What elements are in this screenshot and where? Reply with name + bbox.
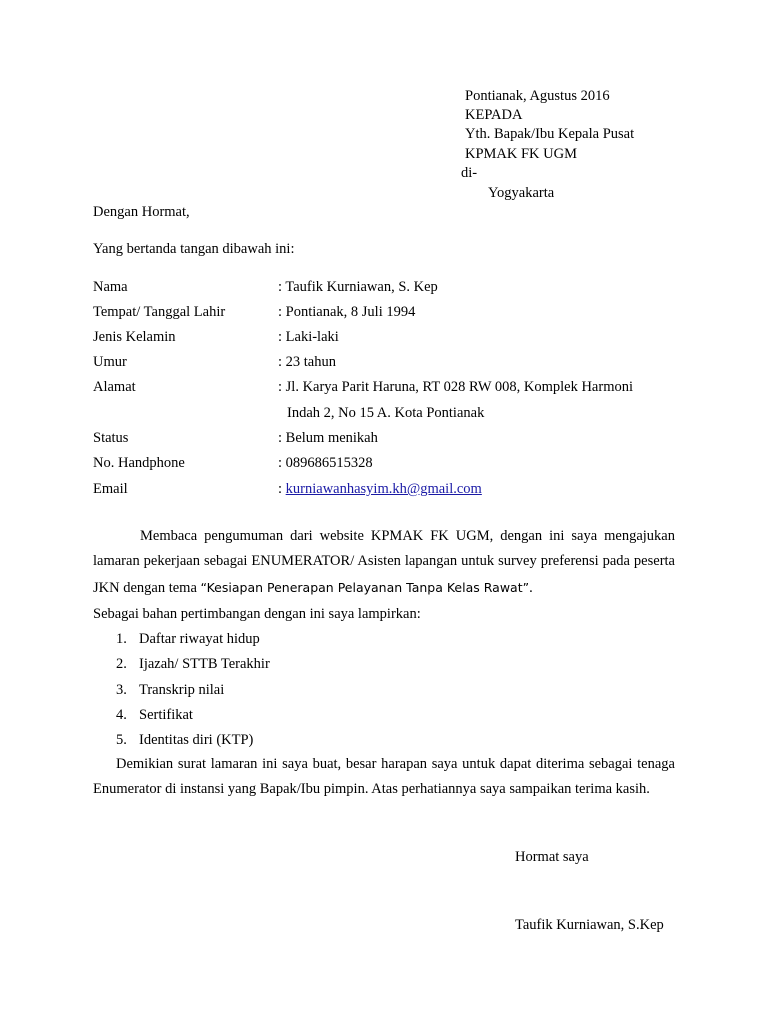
para1-end: . <box>529 579 533 596</box>
addressee-di: di- <box>461 165 478 181</box>
list-item: 2. Ijazah/ STTB Terakhir <box>116 656 270 672</box>
addressee-city: Yogyakarta <box>488 185 555 201</box>
identity-value-umur: : 23 tahun <box>278 354 336 370</box>
signature-name: Taufik Kurniawan, S.Kep <box>515 917 664 933</box>
identity-label-umur: Umur <box>93 354 127 370</box>
list-item: 1. Daftar riwayat hidup <box>116 631 260 647</box>
survey-theme: “Kesiapan Penerapan Pelayanan Tanpa Kelas Rawat” <box>200 579 530 595</box>
identity-value-alamat-line2: Indah 2, No 15 A. Kota Pontianak <box>287 405 485 421</box>
para1-text: Membaca pengumuman dari website KPMAK FK UGM, dengan ini saya mengajukan lamaran pekerjaan sebagai ENUMERATOR/ Asisten lapangan untuk survey preferensi pada peserta JKN dengan tema <box>93 528 675 596</box>
identity-value-phone: : 089686515328 <box>278 455 373 471</box>
body-paragraph-1 <box>93 524 675 601</box>
identity-label-gender: Jenis Kelamin <box>93 329 176 345</box>
list-item: 4. Sertifikat <box>116 707 193 723</box>
addressee-org: KPMAK FK UGM <box>465 146 577 162</box>
identity-label-status: Status <box>93 430 129 446</box>
identity-email-row <box>278 480 482 498</box>
addressee-kepada: KEPADA <box>465 107 523 123</box>
identity-value-status: : Belum menikah <box>278 430 378 446</box>
identity-label-ttl: Tempat/ Tanggal Lahir <box>93 304 226 320</box>
identity-label-email: Email <box>93 481 128 497</box>
greeting: Dengan Hormat, <box>93 204 190 220</box>
identity-label-alamat: Alamat <box>93 379 136 395</box>
addressee-yth: Yth. Bapak/Ibu Kepala Pusat <box>465 126 635 142</box>
closing-paragraph: Demikian surat lamaran ini saya buat, besar harapan saya untuk dapat diterima sebagai tenaga Enumerator di instansi yang Bapak/Ibu pimpin. Atas perhatiannya saya sampaikan terima kasih. <box>93 756 675 798</box>
email-link[interactable]: kurniawanhasyim.kh@gmail.com <box>285 481 482 497</box>
identity-label-nama: Nama <box>93 279 128 295</box>
identity-value-gender: : Laki-laki <box>278 329 339 345</box>
signature-regards: Hormat saya <box>515 849 589 865</box>
identity-email-prefix: : <box>278 481 286 497</box>
identity-value-ttl: : Pontianak, 8 Juli 1994 <box>278 304 416 320</box>
attachments-intro: Sebagai bahan pertimbangan dengan ini saya lampirkan: <box>93 606 421 622</box>
identity-value-alamat: : Jl. Karya Parit Haruna, RT 028 RW 008, Komplek Harmoni <box>278 379 634 395</box>
intro-line: Yang bertanda tangan dibawah ini: <box>93 241 295 257</box>
identity-value-nama: : Taufik Kurniawan, S. Kep <box>278 279 438 295</box>
letter-place-date: Pontianak, Agustus 2016 <box>465 88 610 104</box>
identity-label-phone: No. Handphone <box>93 455 185 471</box>
list-item: 5. Identitas diri (KTP) <box>116 732 254 748</box>
list-item: 3. Transkrip nilai <box>116 682 225 698</box>
